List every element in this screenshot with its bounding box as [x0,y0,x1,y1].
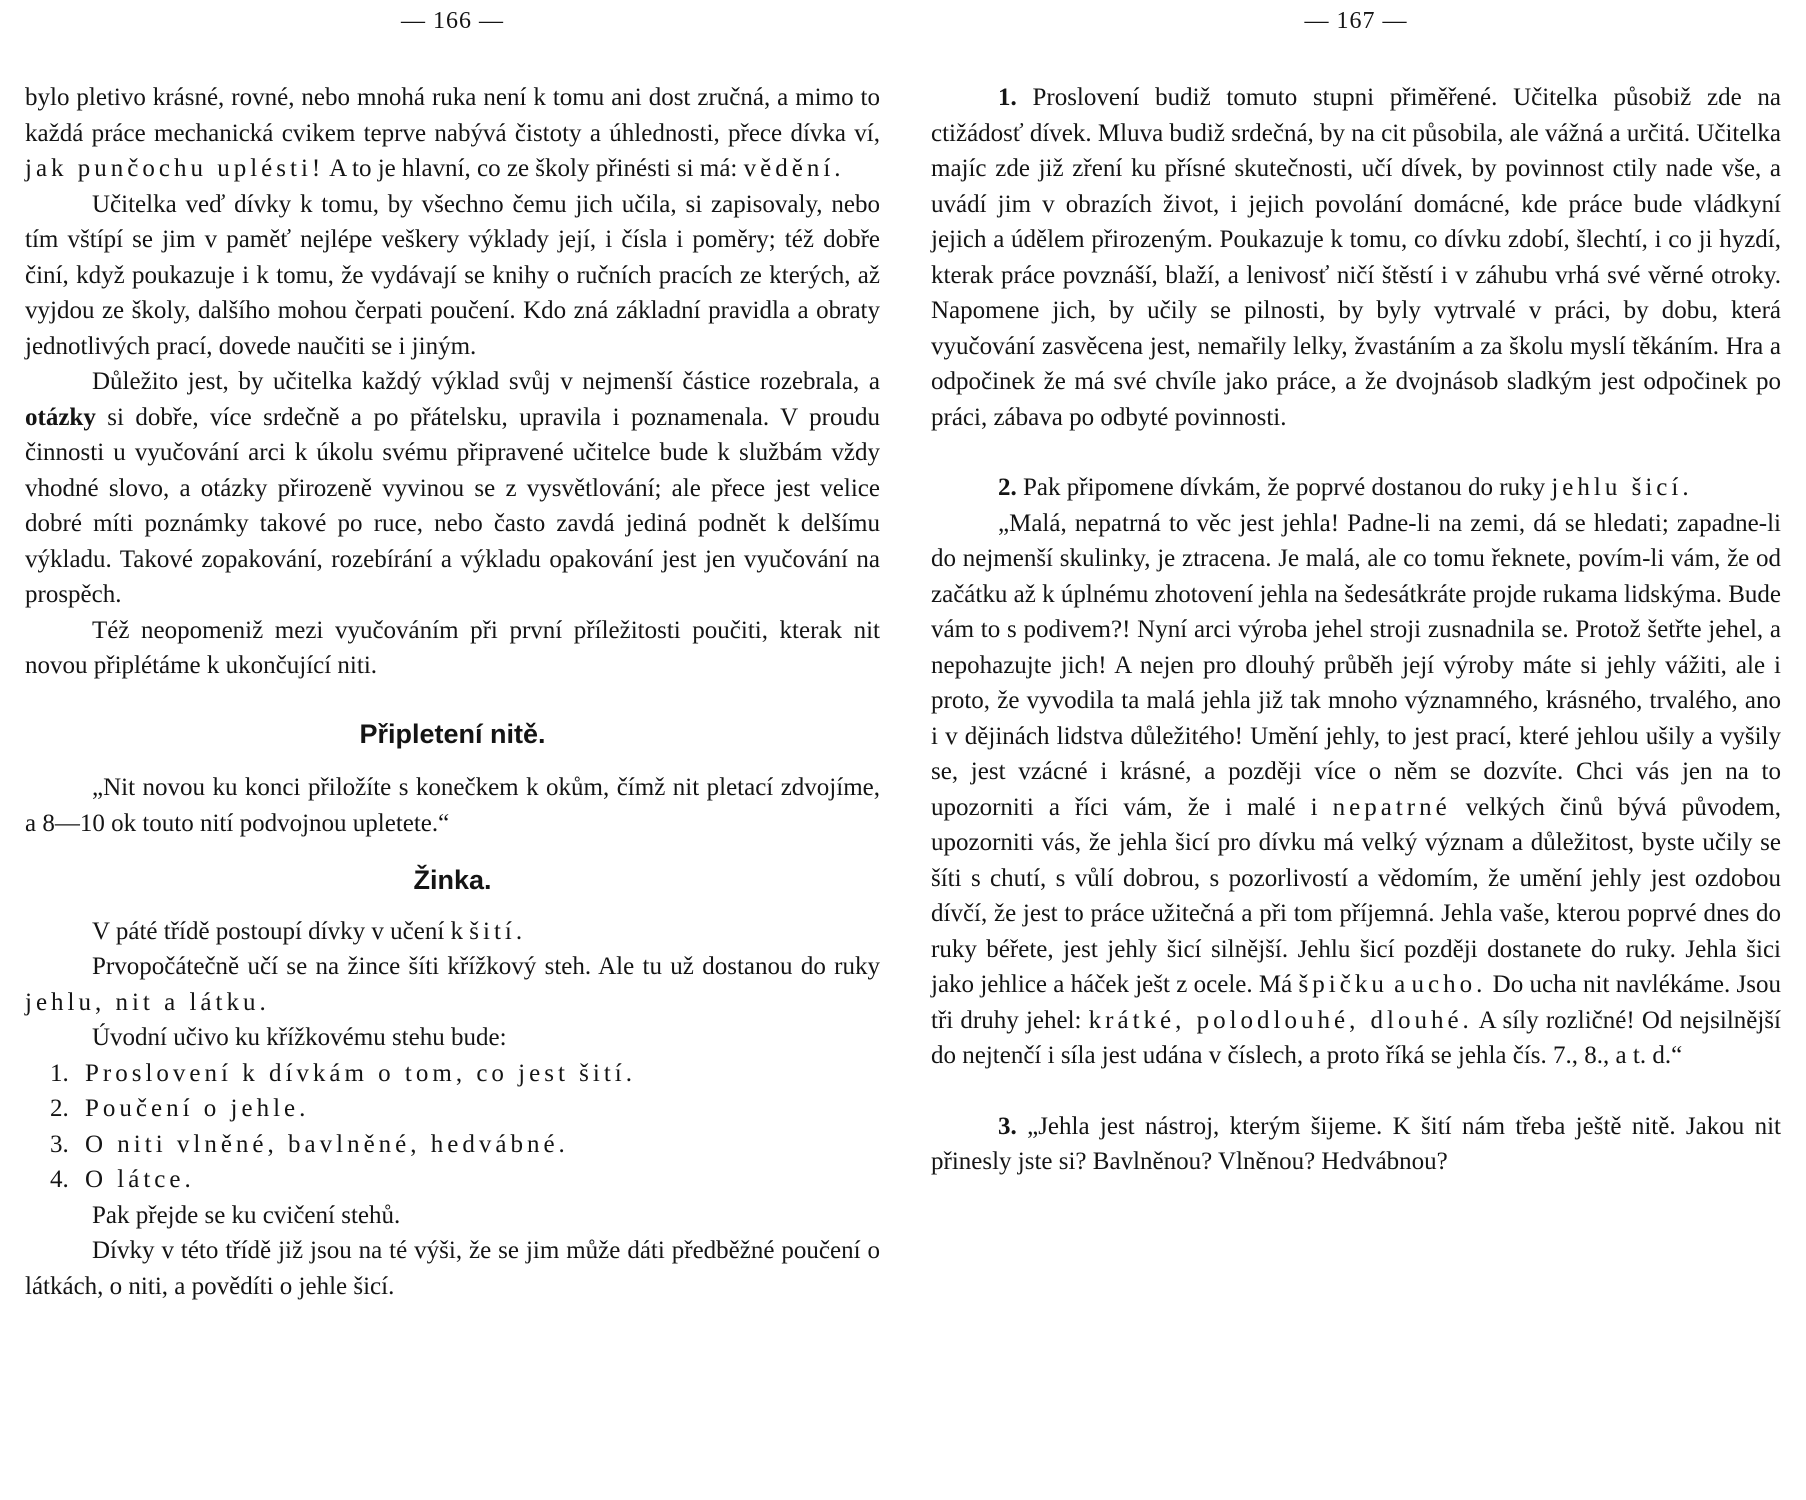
bold-term: otázky [25,403,96,431]
list-text: Proslovení k dívkám o tom, co jest šití. [85,1059,636,1087]
list-item [25,1127,880,1163]
paragraph [25,914,880,950]
paragraph [931,470,1781,506]
paragraph [931,80,1781,435]
paragraph: Též neopomeniž mezi vyučováním při první příležitosti poučiti, kterak nit novou připlétáme k ukončující niti. [25,616,880,679]
text-run: a [1387,971,1412,998]
text-run: Pak připomene dívkám, že poprvé dostanou do ruky [1016,474,1552,501]
list-number: 3. [50,1130,69,1158]
paragraph: „Nit novou ku konci přiložíte s konečkem k okům, čímž nit pletací zdvojíme, a 8—10 ok touto nití podvojnou upletete.“ [25,774,880,837]
paragraph: Učitelka veď dívky k tomu, by všechno čemu jich učila, si zapisovaly, nebo tím vštípí se jim v paměť nejlépe veškery výklady její, i čísla i poměry; též dobře činí, když poukazuje i k tomu, že vydávají se knihy o ručních pracích ze kterých, až vyjdou ze školy, dalšího mohou čerpati poučení. Kdo zná základní pravidla a obraty jednotlivých prací, dovede naučiti se i jiným. [25,190,880,360]
list-item [25,1162,880,1198]
paragraph [931,506,1781,1074]
spacer [931,1074,1781,1109]
text-run: Prvopočátečně učí se na žince šíti křížkový steh. Ale tu už dostanou do ruky [92,953,880,980]
spaced-text: ucho. [1411,971,1487,998]
spaced-text: jehlu šicí. [1551,474,1693,501]
paragraph: Dívky v této třídě již jsou na té výši, že se jim může dáti předběžné poučení o látkách, o niti, a povědíti o jehle šicí. [25,1237,880,1300]
list-item [25,1056,880,1092]
paragraph: Pak přejde se ku cvičení stehů. [92,1201,401,1229]
page-body [931,80,1781,1180]
paragraph: Úvodní učivo ku křížkovému stehu bude: [92,1024,507,1051]
spacer [931,435,1781,470]
spaced-text: vědění. [743,155,845,182]
text-run: A to je hlavní, co ze školy přinésti si má: [324,155,744,182]
paragraph [25,80,880,187]
list-number: 4. [50,1166,69,1193]
paragraph [25,949,880,1020]
spaced-text: nepatrné [1332,793,1451,821]
text-run: bylo pletivo krásné, rovné, nebo mnohá ruka není k tomu ani dost zručná, a mimo to každá práce mechanická cvikem teprve nabývá čistoty a úhlednosti, přece dívka ví, [25,84,880,147]
section-heading: Žinka. [413,865,492,895]
left-page [25,0,880,1500]
spaced-text: krátké, polodlouhé, dlouhé. [1088,1006,1473,1034]
list-text: O látce. [85,1166,195,1193]
list-text: Poučení o jehle. [85,1095,310,1122]
text-run: A síly rozličné! Od nejsilnější do nejtenčí i síla jest udána v číslech, a proto říká se jehla čís. 7., 8., a t. d.“ [931,1006,1781,1069]
paragraph [25,364,880,613]
list-item [25,1091,880,1127]
text-run: Do ucha nit navlékáme. Jsou tři druhy jehel: [931,971,1781,1034]
text-run: si dobře, více srdečně a po přátelsku, upravila i poznamenala. V proudu činnosti u vyučování arci k úkolu svému připravené učitelce bude k službám vždy vhodné slovo, a otázky přirozeně vyvinou se z vysvětlování; ale přece jest velice dobré míti poznámky takové po ruce, nebo často zavdá jediná podnět k delšímu výkladu. Takové zopakování, rozebírání a výkladu opakování jest jen vyučování na prospěch. [25,403,880,608]
spaced-text: jehlu, nit a látku. [25,988,270,1016]
list-number: 1. [50,1059,69,1087]
spaced-text: šití. [469,917,527,945]
spaced-text: špičku [1298,971,1388,998]
numbered-list [25,1056,880,1198]
text-run: V páté třídě postoupí dívky v učení k [92,917,470,945]
text-run: velkých činů bývá původem, upozorniti vás, že jehla šicí pro dívku má velký význam a důležitost, byste učily se šíti s chutí, s vůlí dobrou, s pozorlivostí a vědomím, že umění jehly jest ozdobou dívčí, že jest to práce užitečná a při tom příjemná. Jehla vaše, kterou poprvé dnes do ruky béřete, jest jehly šicí silnější. Jehlu šicí později dostanete do ruky. Jehla šici jako jehlice a háček ješt z ocele. Má [931,793,1781,998]
text-run: „Malá, nepatrná to věc jest jehla! Padne-li na zemi, dá se hledati; zapadne-li do nejmenší skulinky, je ztracena. Je malá, ale co tomu řeknete, povím-li vám, že od začátku až k úplnému zhotovení jehla na šedesátkráte projde rukama lidskýma. Bude vám to s podivem?! Nyní arci výroba jehel stroji zusnadnila se. Protož šetřte jehel, a nepohazujte jich! A nejen pro dlouhý průběh její výroby máte si jehly vážiti, ale i proto, že vyvodila ta malá jehla již tak mnoho významného, krásného, trvalého, ano i v dějinách lidstva důležitého! Umění jehly, to jest prací, které jehlou ušily a vyšily se, jest vzácné i krásné, a později více o něm se dozvíte. Chci vás jen na to upozorniti a říci vám, že i malé i [931,509,1781,821]
item-number: 3. [998,1112,1017,1140]
spaced-text: jak punčochu uplésti! [25,155,325,182]
text-run: Důležito jest, by učitelka každý výklad svůj v nejmenší částice rozebrala, a [92,368,880,395]
text-run: Proslovení budiž tomuto stupni přiměřené. Učitelka působiž zde na ctižádosť dívek. Mluva budiž srdečná, by na cit působila, ale vážná a určitá. Učitelka majíc zde již zření ku přísné skutečnosti, učí dívek, by povinnost ctily nade vše, a uvádí jim v obrazích život, i jejich povolání domácné, kde práce bude vládkyní jejich a údělem přirozeným. Poukazuje k tomu, co dívku zdobí, šlechtí, i co ji hyzdí, kterak práce povznáší, blaží, a lenivosť ničí štěstí i v záhubu vrhá své věrné otroky. Napomene jich, by učily se pilnosti, by byly vytrvalé v práci, by dobu, která vyučování zasvěcena jest, nemařily lelky, žvastáním a za školu myslí těkáním. Hra a odpočinek že má své chvíle jako práce, a že dvojnásob sladkým jest odpočinek po práci, zábava po odbyté povinnosti. [931,84,1781,431]
page-number: — 167 — [1304,8,1408,34]
page-body [25,80,880,1304]
item-number: 2. [998,474,1017,501]
page-number: — 166 — [401,8,504,34]
right-page [931,0,1781,1500]
text-run: „Jehla jest nástroj, kterým šijeme. K šití nám třeba ještě nitě. Jakou nit přinesly jste si? Bavlněnou? Vlněnou? Hedvábnou? [931,1112,1781,1175]
section-heading: Připletení nitě. [359,718,546,749]
list-number: 2. [50,1095,69,1122]
paragraph [931,1109,1781,1180]
list-text: O niti vlněné, bavlněné, hedvábné. [85,1130,569,1158]
item-number: 1. [998,84,1017,111]
